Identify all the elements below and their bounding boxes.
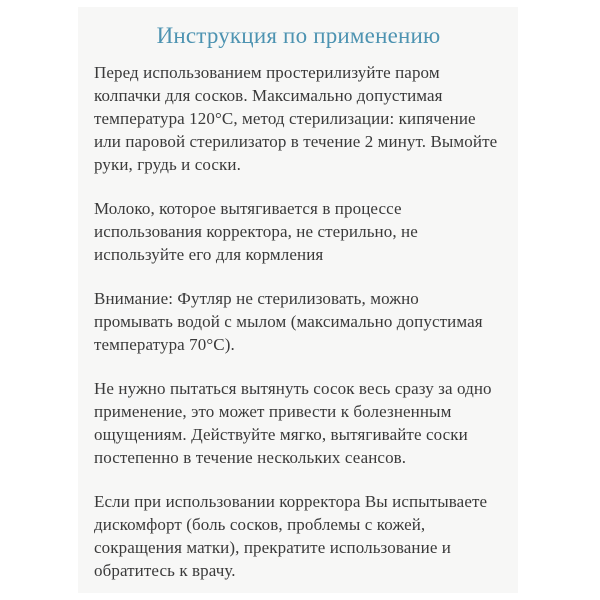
page-title: Инструкция по применению <box>156 23 441 48</box>
instruction-paragraph-sterilization: Перед использованием простерилизуйте паром колпачки для сосков. Максимально допустимая температура 120°C, метод стерилизации: кипячение или паровой стерилизатор в течение 2 минут. Вымойте руки, грудь и соски. <box>94 63 498 174</box>
instruction-paragraph-milk-warning: Молоко, которое вытягивается в процессе использования корректора, не стерильно, не используйте его для кормления <box>94 199 418 264</box>
instruction-paragraph-gradual-use: Не нужно пытаться вытянуть сосок весь сразу за одно применение, это может привести к болезненным ощущениям. Действуйте мягко, вытягивайте соски постепенно в течение нескольких сеансов. <box>94 379 492 467</box>
instruction-paragraph-case-warning: Внимание: Футляр не стерилизовать, можно промывать водой с мылом (максимально допустимая температура 70°C). <box>94 289 483 354</box>
instructions-card <box>78 7 518 593</box>
instruction-paragraph-discomfort: Если при использовании корректора Вы испытываете дискомфорт (боль сосков, проблемы с кожей, сокращения матки), прекратите использование и обратитесь к врачу. <box>94 492 488 580</box>
